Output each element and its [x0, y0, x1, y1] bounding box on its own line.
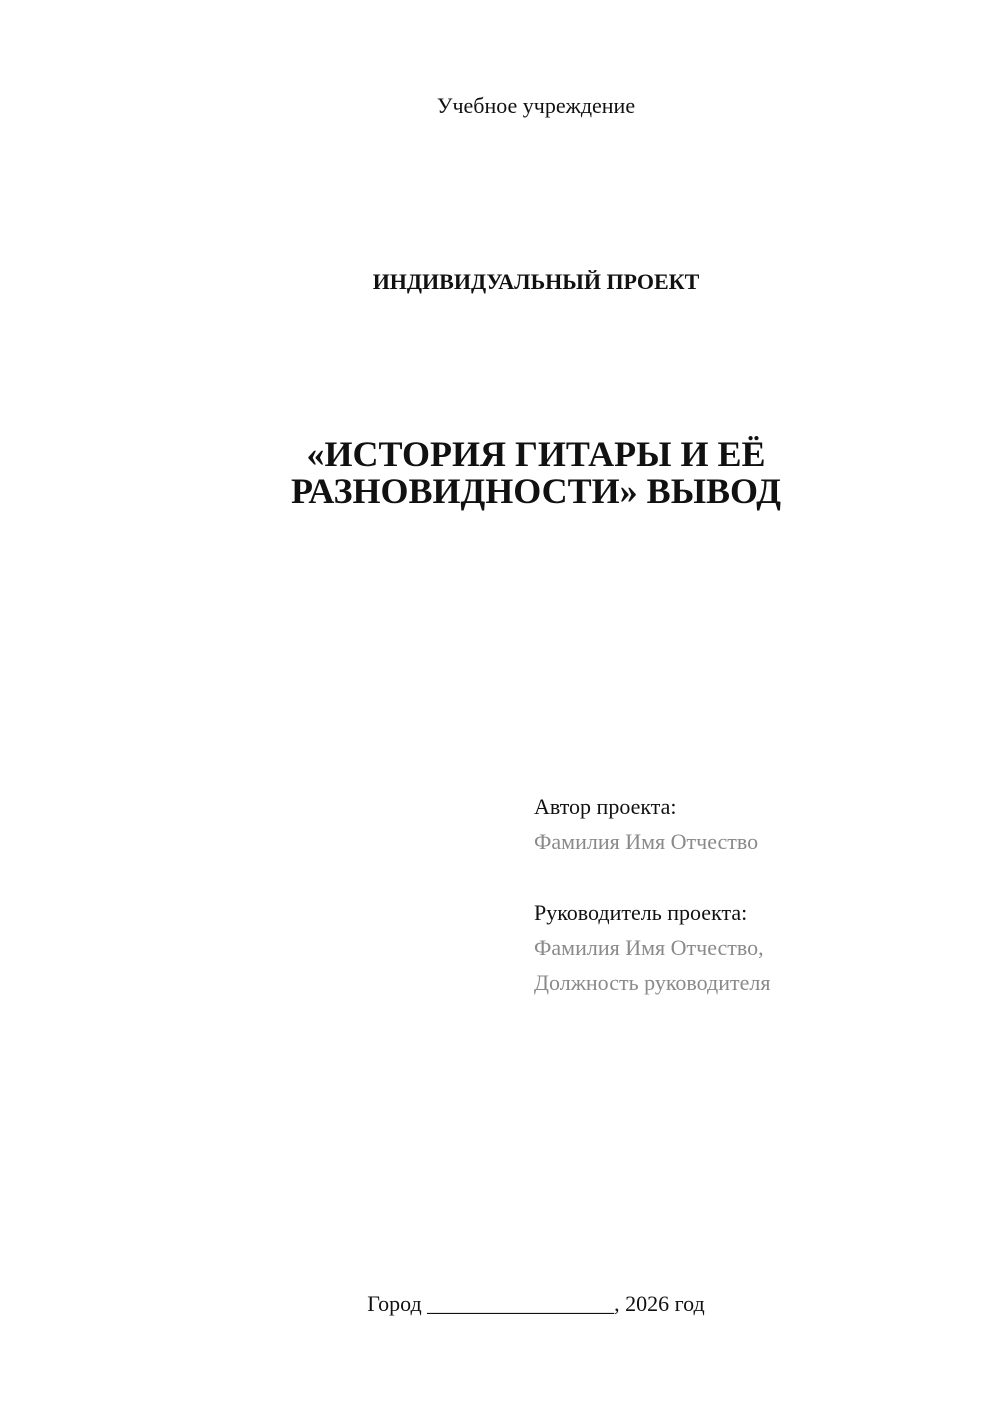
document-type: ИНДИВИДУАЛЬНЫЙ ПРОЕКТ	[372, 269, 700, 294]
institution-name: Учебное учреждение	[436, 93, 636, 118]
project-title	[200, 436, 872, 510]
credits-spacer	[534, 859, 974, 895]
project-title-line-1: «ИСТОРИЯ ГИТАРЫ И ЕЁ	[306, 434, 766, 474]
city-year-line: Город _________________, 2026 год	[367, 1291, 705, 1316]
supervisor-label: Руководитель проекта:	[534, 900, 748, 925]
author-label: Автор проекта:	[534, 794, 677, 819]
supervisor-position: Должность руководителя	[534, 970, 771, 995]
project-title-line-2: РАЗНОВИДНОСТИ» ВЫВОД	[290, 471, 782, 511]
supervisor-name: Фамилия Имя Отчество,	[534, 935, 764, 960]
author-name: Фамилия Имя Отчество	[534, 829, 759, 854]
credits-block	[534, 789, 974, 1000]
